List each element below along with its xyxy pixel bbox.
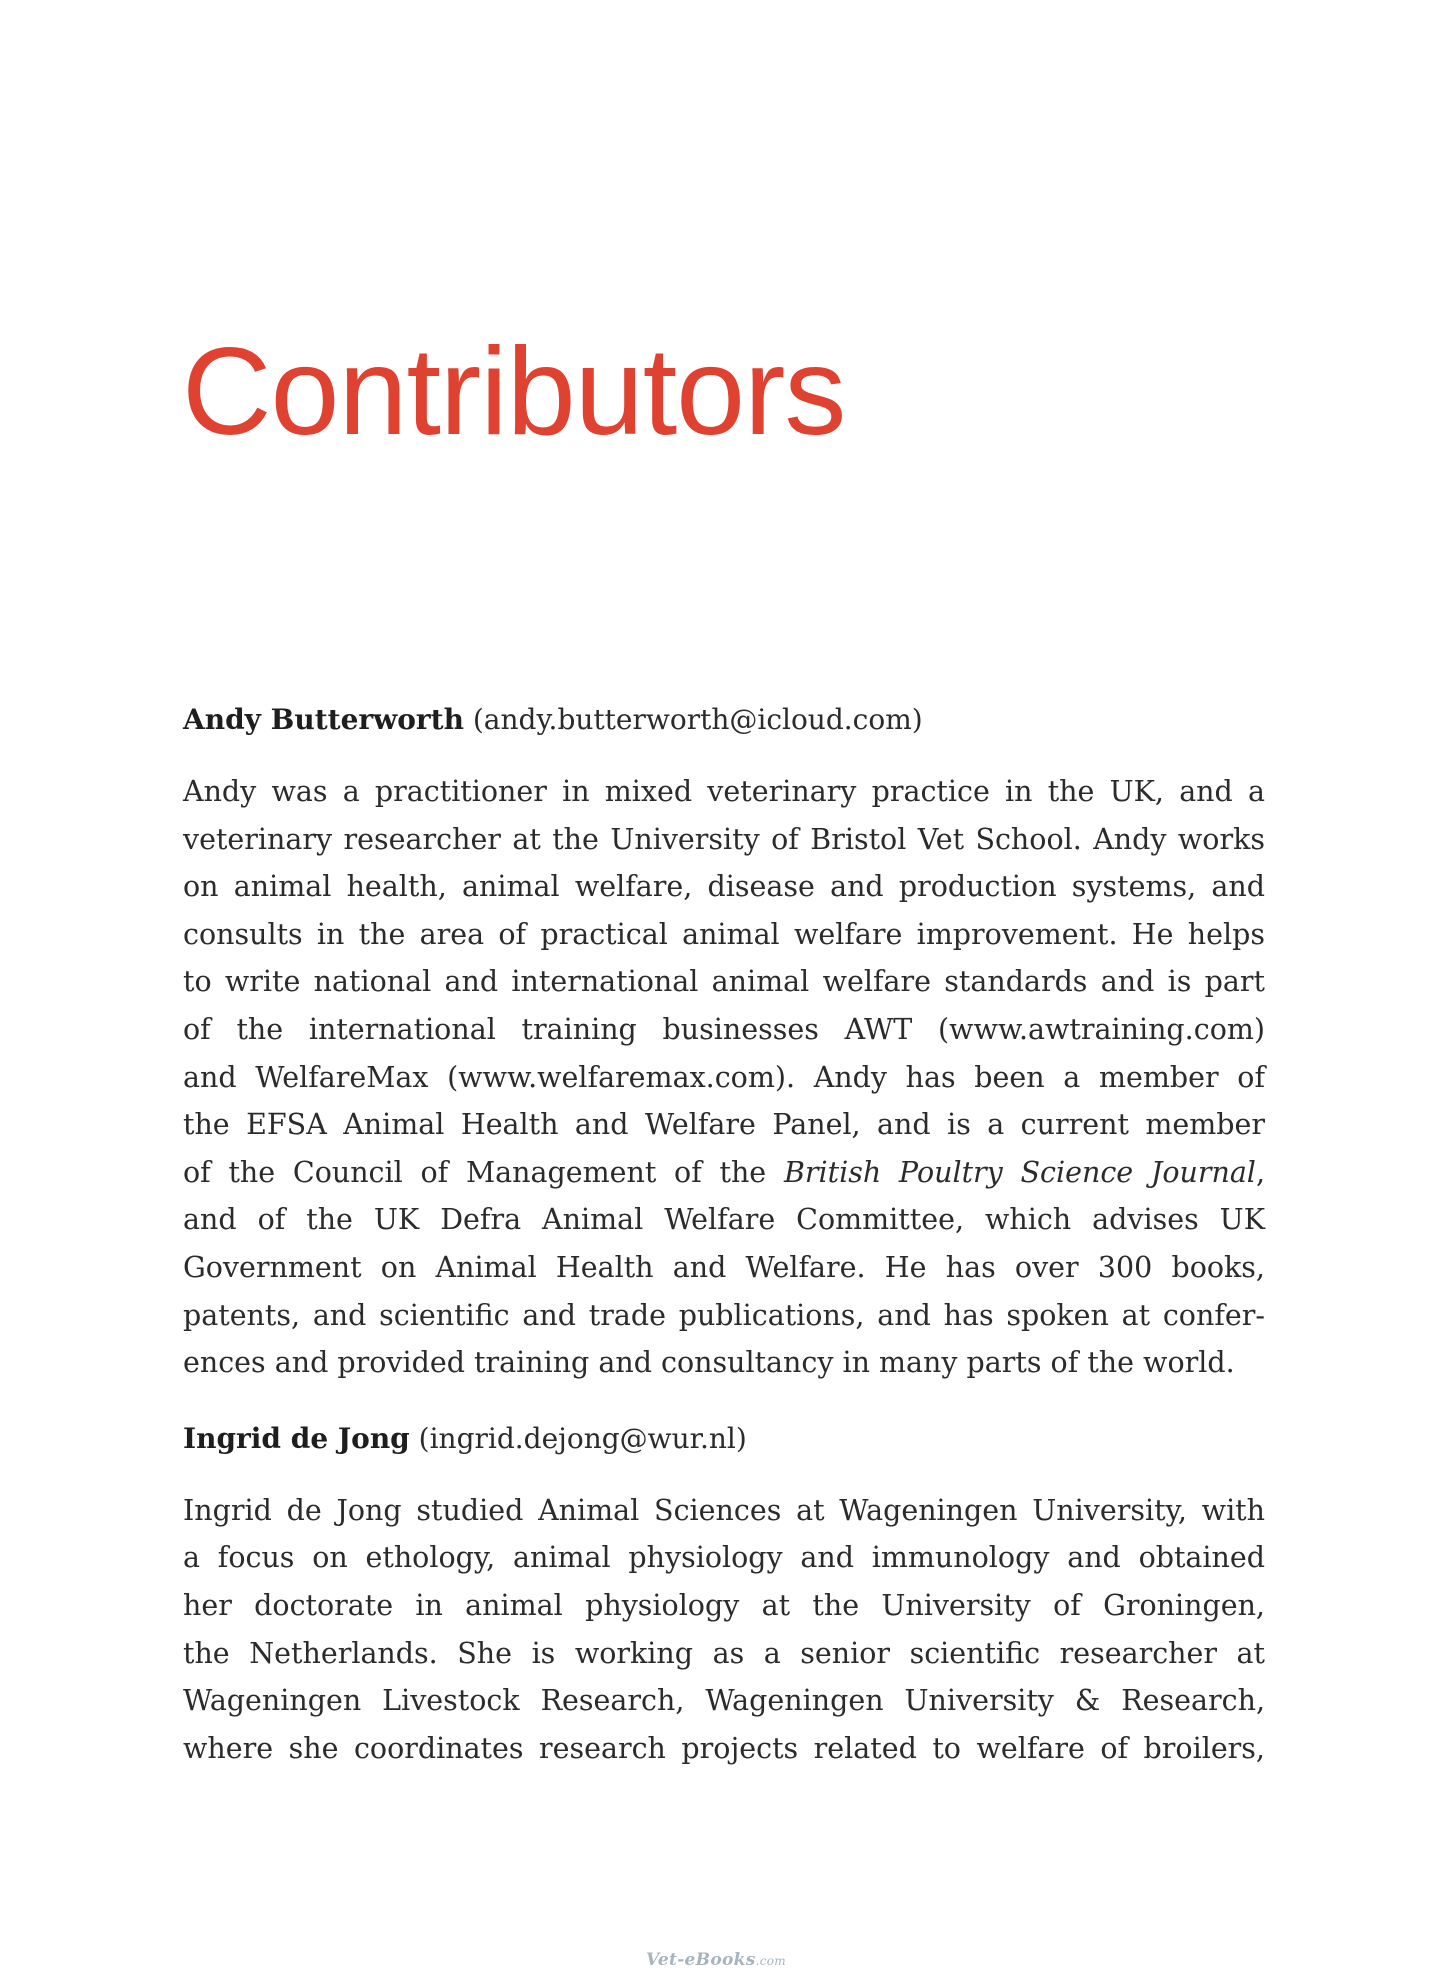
bio-line: and of the UK Defra Animal Welfare Committee, which advises UK bbox=[183, 1203, 1265, 1237]
contributor-name: Andy Butterworth bbox=[183, 703, 464, 736]
bio-line: Government on Animal Health and Welfare. He has over 300 books, bbox=[183, 1250, 1265, 1284]
bio-line: Andy was a practitioner in mixed veterinary practice in the UK, and a bbox=[183, 775, 1265, 808]
bio-line: veterinary researcher at the University of Bristol Vet School. Andy works bbox=[183, 822, 1265, 856]
contributors-list bbox=[183, 698, 1265, 1772]
bio-line: Ingrid de Jong studied Animal Sciences at Wageningen University, with bbox=[183, 1493, 1265, 1527]
bio-line: her doctorate in animal physiology at the University of Groningen, bbox=[183, 1588, 1265, 1622]
bio-line: consults in the area of practical animal welfare improvement. He helps bbox=[183, 917, 1265, 951]
bio-line: ences and provided training and consultancy in many parts of the world. bbox=[183, 1346, 1235, 1380]
watermark-logo-main: Vet-eBooks bbox=[646, 1950, 756, 1970]
bio-line: the EFSA Animal Health and Welfare Panel, and is a current member bbox=[183, 1108, 1265, 1142]
contributor-bio bbox=[183, 768, 1265, 1387]
watermark-logo bbox=[646, 1950, 786, 1970]
bio-line: of the international training businesses AWT (www.awtraining.com) bbox=[183, 1012, 1265, 1046]
bio-line: a focus on ethology, animal physiology and immunology and obtained bbox=[183, 1541, 1265, 1575]
bio-line: of the Council of Management of the British Poultry Science Journal, bbox=[183, 1155, 1265, 1189]
bio-line: and WelfareMax (www.welfaremax.com). Andy has been a member of bbox=[183, 1060, 1265, 1094]
watermark-logo-suffix: .com bbox=[755, 1954, 786, 1968]
bio-line: patents, and scientific and trade publications, and has spoken at confer- bbox=[183, 1298, 1265, 1332]
chapter-title: Contributors bbox=[182, 323, 846, 461]
bio-line: to write national and international animal welfare standards and is part bbox=[183, 965, 1265, 999]
bio-line: the Netherlands. She is working as a senior scientific researcher at bbox=[183, 1636, 1265, 1670]
contributor-name: Ingrid de Jong bbox=[183, 1421, 410, 1455]
contributor-heading bbox=[183, 1417, 1265, 1461]
contributor-heading bbox=[183, 698, 1265, 742]
bio-line: where she coordinates research projects related to welfare of broilers, bbox=[183, 1731, 1265, 1765]
contributor-email: (ingrid.dejong@wur.nl) bbox=[418, 1421, 747, 1455]
bio-line: on animal health, animal welfare, disease and production systems, and bbox=[183, 870, 1265, 904]
contributor-bio bbox=[183, 1487, 1265, 1773]
contributor-email: (andy.butterworth@icloud.com) bbox=[472, 703, 923, 736]
journal-title: British Poultry Science Journal bbox=[783, 1155, 1256, 1189]
bio-line: Wageningen Livestock Research, Wageningen University & Research, bbox=[183, 1684, 1265, 1718]
